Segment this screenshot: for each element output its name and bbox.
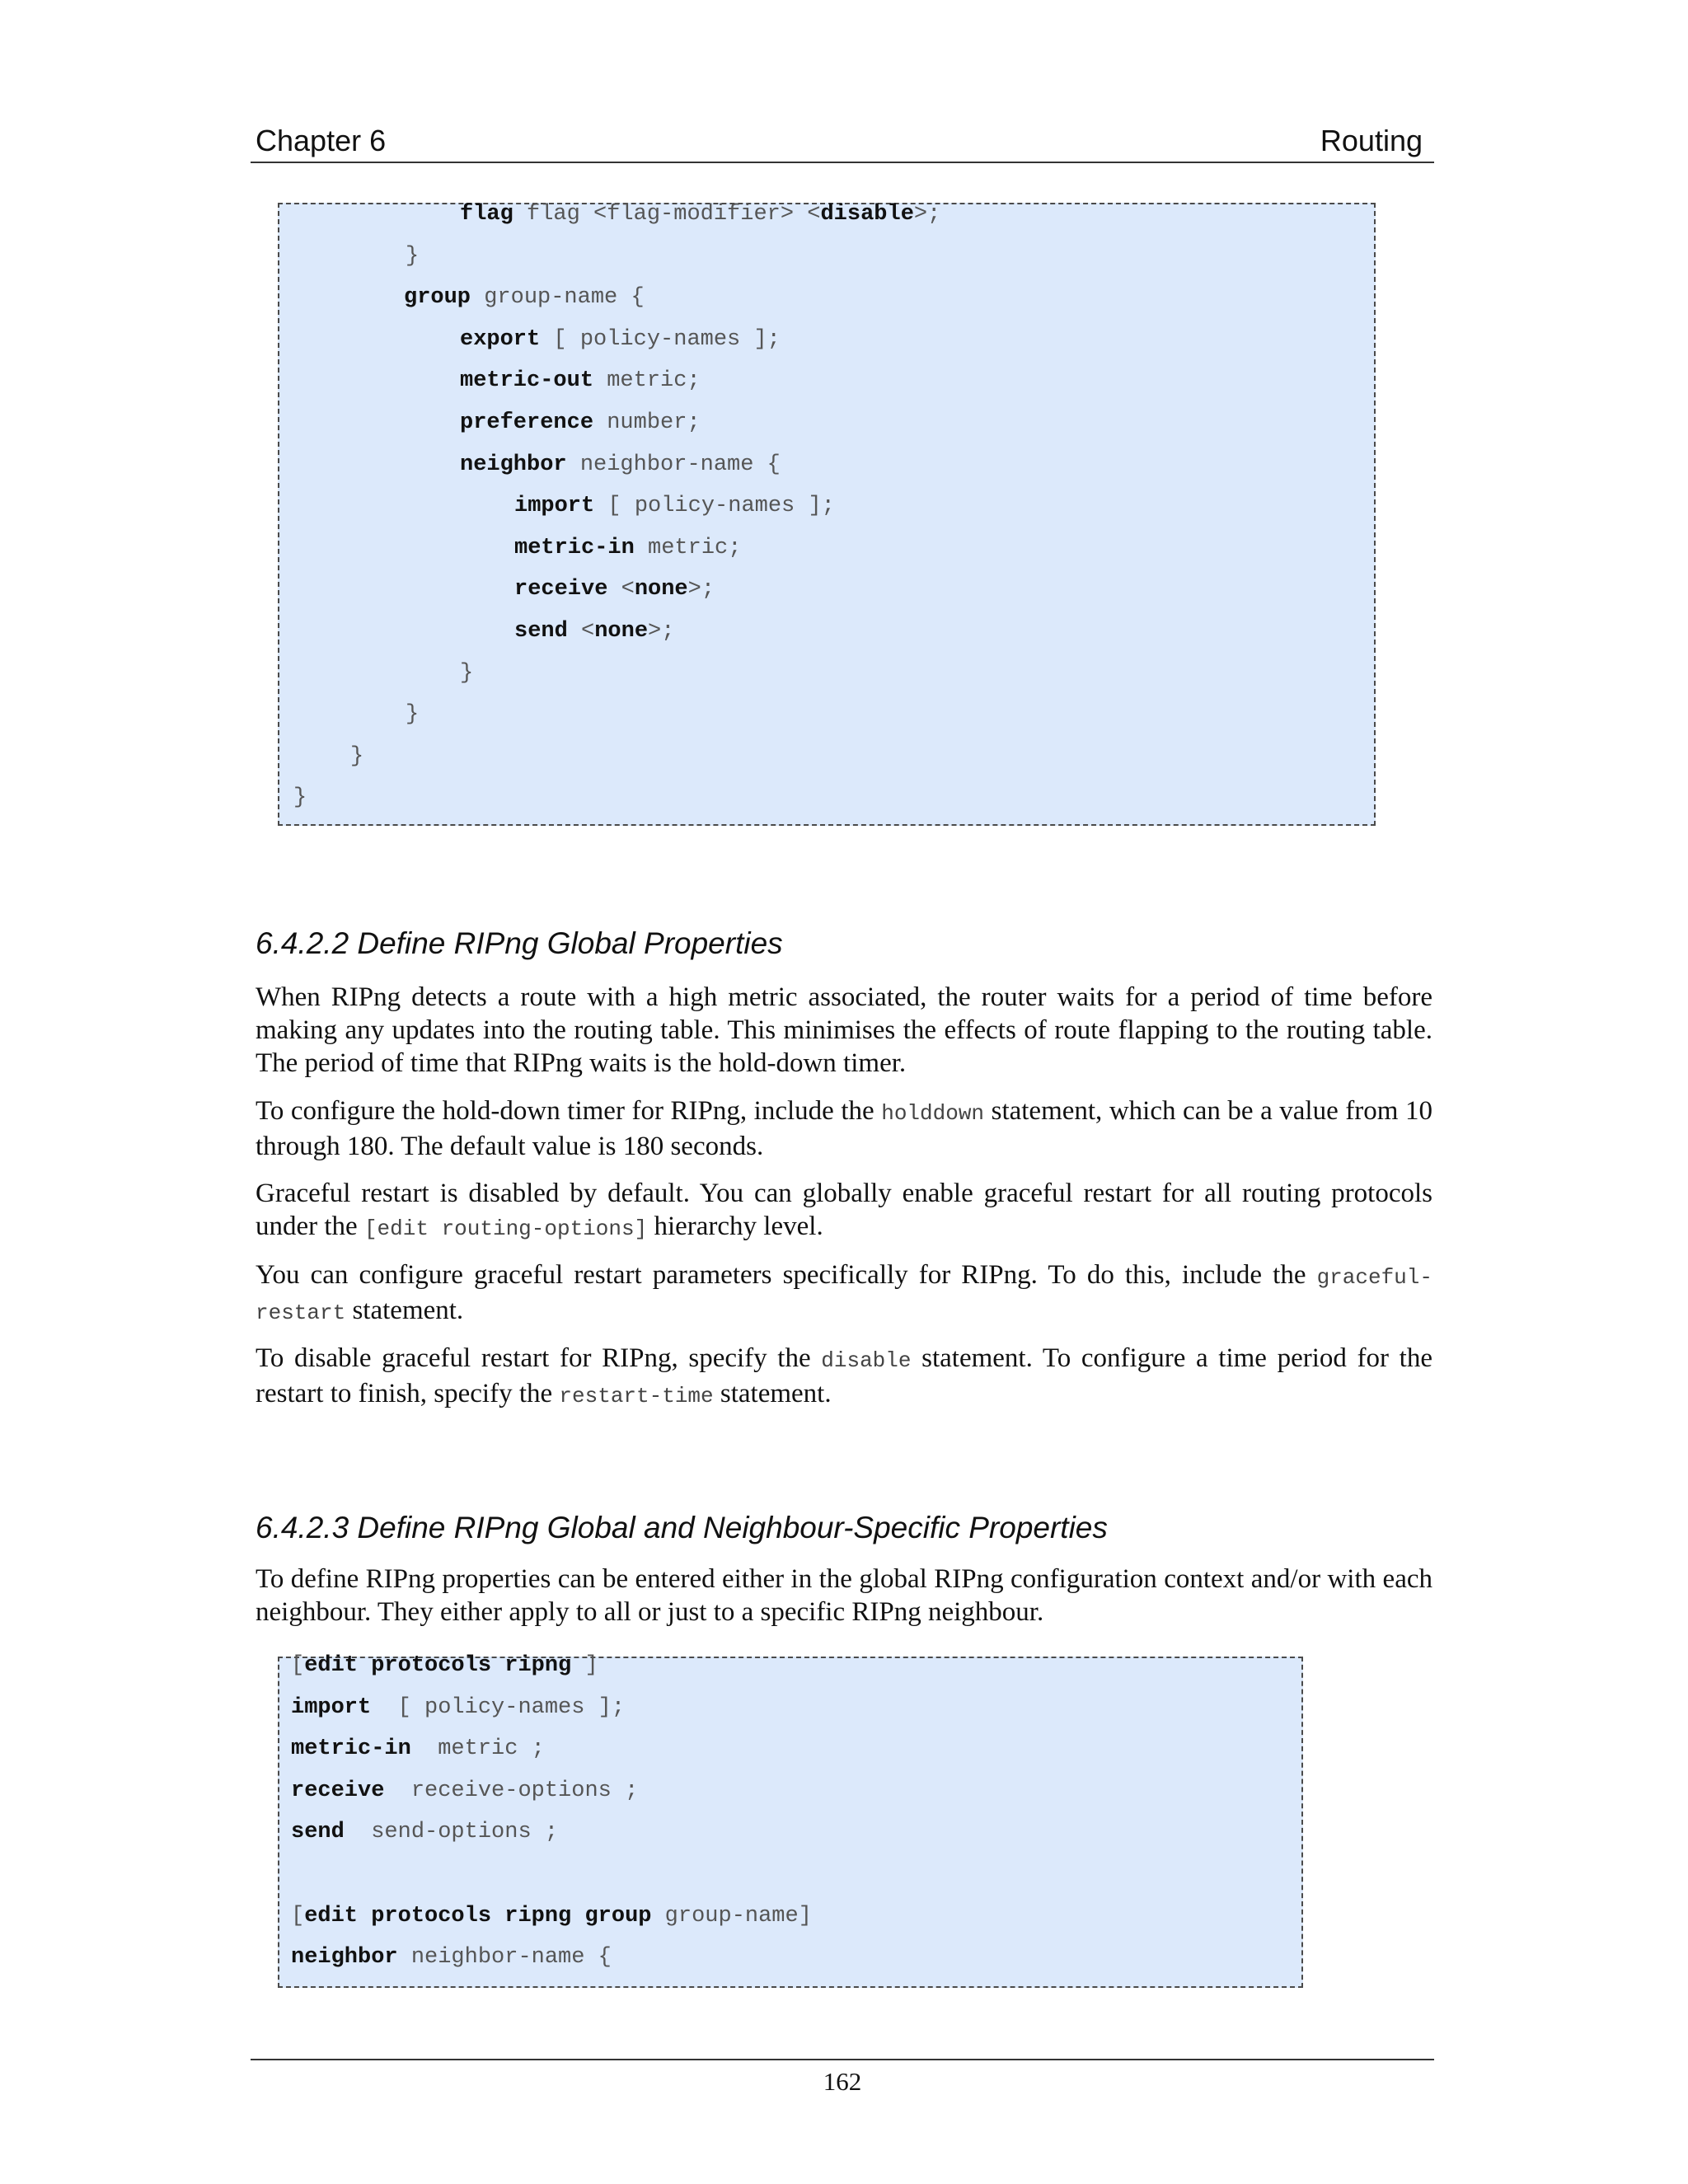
code-keyword: neighbor [460,452,567,477]
code-keyword: import [291,1694,372,1720]
code-keyword: flag [460,202,513,227]
chapter-title: Routing [1320,124,1423,157]
inline-code: holddown [881,1101,985,1126]
code-text: flag <flag-modifier> < [513,202,821,227]
code-line [514,485,835,527]
code-text: [ policy-names ]; [540,326,781,352]
code-keyword: preference [460,410,594,435]
code-line [291,1770,638,1812]
page-number: 162 [823,2067,862,2096]
paragraph-text: statement. To configure a time period for the restart to finish, specify the [256,1343,1432,1408]
code-text: number; [593,410,701,435]
code-text: } [460,660,474,686]
chapter-label: Chapter 6 [256,124,387,157]
code-keyword: group [404,285,471,311]
paragraph [256,1094,1432,1163]
paragraph-text: Graceful restart is disabled by default. You can globally enable graceful restart for all routing protocols under the [256,1179,1432,1241]
code-line [291,1937,612,1979]
code-text: >; [687,577,715,602]
code-line [406,236,419,278]
code-keyword: send [291,1820,345,1845]
code-line [460,402,701,444]
code-text: [ [291,1653,305,1678]
code-text: group-name] [651,1903,812,1929]
paragraph [256,1342,1432,1413]
code-keyword: neighbor [291,1945,398,1971]
code-text: metric; [593,368,701,394]
section-heading-neighbour-properties: 6.4.2.3 Define RIPng Global and Neighbour-Specific Properties [256,1511,1108,1544]
code-keyword: metric-out [460,368,594,394]
code-text: < [567,619,595,644]
code-line [460,444,781,486]
paragraph-text: To configure the hold-down timer for RIPng, include the [256,1096,882,1126]
code-keyword: receive [514,577,608,602]
code-text: receive-options ; [384,1778,639,1803]
code-block-neighbor-config [278,203,1376,826]
code-line [291,1687,625,1729]
code-line [291,1896,812,1938]
code-line [293,777,307,819]
code-line [291,1811,558,1854]
code-line [514,527,741,569]
code-keyword: edit protocols ripng group [304,1903,652,1929]
code-text: send-options ; [344,1820,559,1845]
code-line [514,611,674,653]
code-text: [ policy-names ]; [371,1694,626,1720]
page-footer [251,2059,1434,2096]
code-keyword: metric-in [291,1736,411,1762]
paragraph-text: You can configure graceful restart parameters specifically for RIPng. To do this, include the [256,1260,1317,1290]
paragraph-text: When RIPng detects a route with a high metric associated, the router waits for a period of time before making any updates into the routing table. This minimises the effects of route flapping to the routing table. The period of time that RIPng waits is the hold-down timer. [256,982,1432,1078]
paragraph [256,1177,1432,1245]
inline-code: [edit routing-options] [363,1216,648,1241]
paragraph-text: statement, which can be a value from 10 through 180. The default value is 180 seconds. [256,1096,1432,1161]
code-line [291,1645,598,1687]
paragraph-text: hierarchy level. [647,1212,823,1241]
paragraph-neighbour-properties: To define RIPng properties can be entered either in the global RIPng configuration context and/or with each neighbour. They either apply to all or just to a specific RIPng neighbour. [256,1564,1432,1627]
paragraph [256,1258,1432,1329]
code-text: [ policy-names ]; [594,494,835,519]
page-header [251,120,1434,163]
code-text: ] [571,1653,598,1678]
code-line [460,360,701,402]
code-keyword: send [514,619,568,644]
code-text: } [406,243,420,269]
inline-code: disable [821,1348,912,1373]
code-text: neighbor-name { [397,1945,612,1971]
code-text: metric ; [410,1736,545,1762]
code-line [460,653,473,695]
code-keyword: metric-in [514,535,635,560]
code-text: } [293,785,307,811]
code-text: group-name { [471,285,645,311]
code-line [514,569,715,611]
code-keyword: disable [820,202,914,227]
inline-code: graceful-restart [256,1265,1432,1325]
code-line [404,277,645,319]
code-line [350,736,363,778]
code-text: >; [913,202,941,227]
code-text: >; [648,619,675,644]
section-heading-global-properties: 6.4.2.2 Define RIPng Global Properties [256,926,783,960]
paragraph-text: statement. [713,1379,832,1408]
code-text: } [350,743,364,769]
code-keyword: none [594,619,649,644]
code-line [460,319,781,361]
code-block-ripng-properties [278,1653,1303,1988]
code-line [406,694,419,736]
code-text: metric; [634,535,742,560]
paragraph [256,981,1432,1080]
code-line [460,194,940,236]
code-keyword: import [514,494,595,519]
code-keyword: none [634,577,688,602]
code-keyword: edit protocols ripng [304,1653,572,1678]
code-text: [ [291,1903,305,1929]
inline-code: restart-time [559,1384,714,1408]
code-line [291,1728,545,1770]
code-text: < [607,577,635,602]
code-text: } [406,702,420,728]
code-keyword: receive [291,1778,385,1803]
paragraph-text: To disable graceful restart for RIPng, specify the [256,1343,822,1373]
code-text: neighbor-name { [566,452,781,477]
paragraph-text: statement. [345,1296,464,1325]
code-keyword: export [460,326,541,352]
